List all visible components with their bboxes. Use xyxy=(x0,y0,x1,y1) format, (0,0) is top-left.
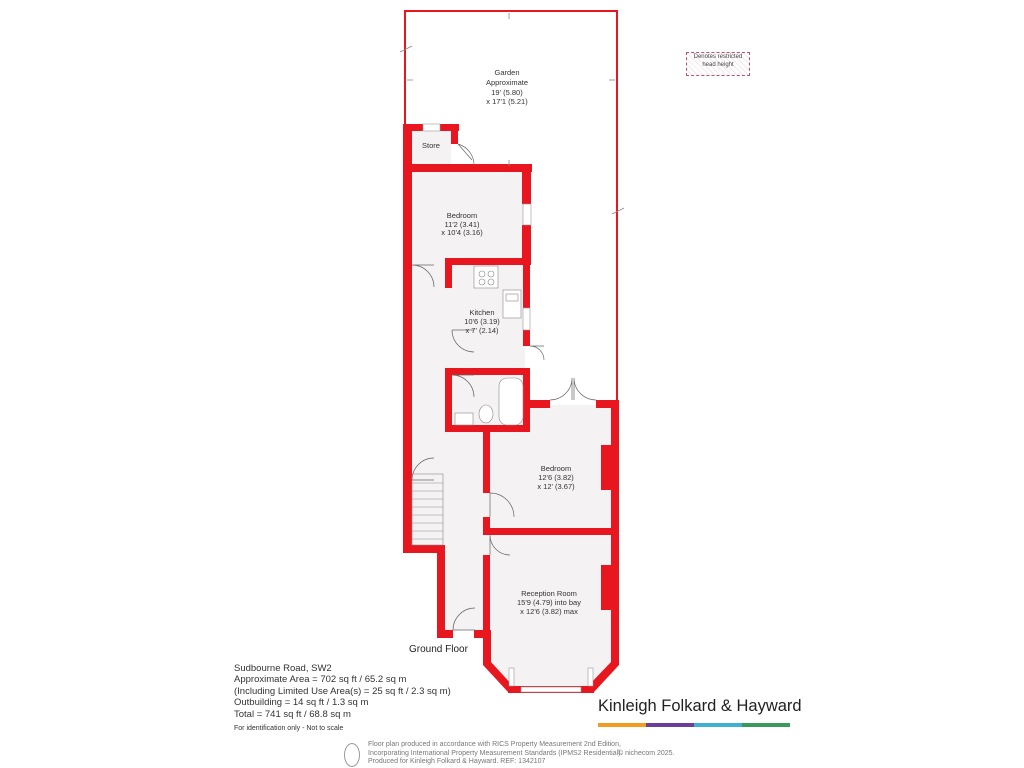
kitchen-dim1: 10'6 (3.19) xyxy=(464,317,500,326)
bedroom2-name: Bedroom xyxy=(540,464,572,473)
brand-bar-4 xyxy=(742,723,790,727)
limited-use-area: (Including Limited Use Area(s) = 25 sq ft / 2.3 sq m) xyxy=(234,685,451,697)
agent-logo: Kinleigh Folkard & Hayward xyxy=(598,697,802,715)
footer-line1: Floor plan produced in accordance with RICS Property Measurement 2nd Edition, xyxy=(368,741,621,748)
kitchen-dim2: x 7' (2.14) xyxy=(465,326,499,335)
outbuilding-area: Outbuilding = 14 sq ft / 1.3 sq m xyxy=(234,697,369,709)
garden-line2: Approximate xyxy=(485,78,529,87)
reception-dim1: 15'9 (4.79) into bay xyxy=(517,598,581,607)
garden-dim2: x 17'1 (5.21) xyxy=(486,97,528,106)
footer-line2: Incorporating International Property Measurement Standards (IPMS2 Residential). xyxy=(368,749,623,757)
property-info xyxy=(234,663,451,734)
bedroom1-name: Bedroom xyxy=(446,211,478,220)
brand-bar-3 xyxy=(694,723,742,727)
bedroom2-dim2: x 12' (3.67) xyxy=(537,482,575,491)
restricted-height-legend: Denotes restricted head height xyxy=(686,52,750,76)
bedroom2-dim1: 12'6 (3.82) xyxy=(538,473,574,482)
garden-name: Garden xyxy=(494,68,520,77)
copyright: © nichecom 2025. xyxy=(618,750,675,757)
floor-label: Ground Floor xyxy=(409,644,468,655)
address: Sudbourne Road, SW2 xyxy=(234,663,332,674)
nichecom-logo-icon xyxy=(344,743,360,767)
footer-line3: Produced for Kinleigh Folkard & Hayward. REF: 1342107 xyxy=(368,758,546,766)
brand-bar-1 xyxy=(598,723,646,727)
approx-area: Approximate Area = 702 sq ft / 65.2 sq m xyxy=(234,674,407,686)
reception-dim2: x 12'6 (3.82) max xyxy=(520,607,578,616)
identification-note: For identification only - Not to scale xyxy=(234,725,344,733)
reception-name: Reception Room xyxy=(521,589,577,598)
brand-bar-2 xyxy=(646,723,694,727)
kitchen-name: Kitchen xyxy=(469,308,495,317)
bedroom1-dim2: x 10'4 (3.16) xyxy=(441,228,483,237)
garden-dim1: 19' (5.80) xyxy=(491,88,523,97)
store-name: Store xyxy=(422,141,440,150)
bedroom1-dim1: 11'2 (3.41) xyxy=(444,220,480,229)
footer-text xyxy=(368,741,622,767)
total-area: Total = 741 sq ft / 68.8 sq m xyxy=(234,708,351,720)
